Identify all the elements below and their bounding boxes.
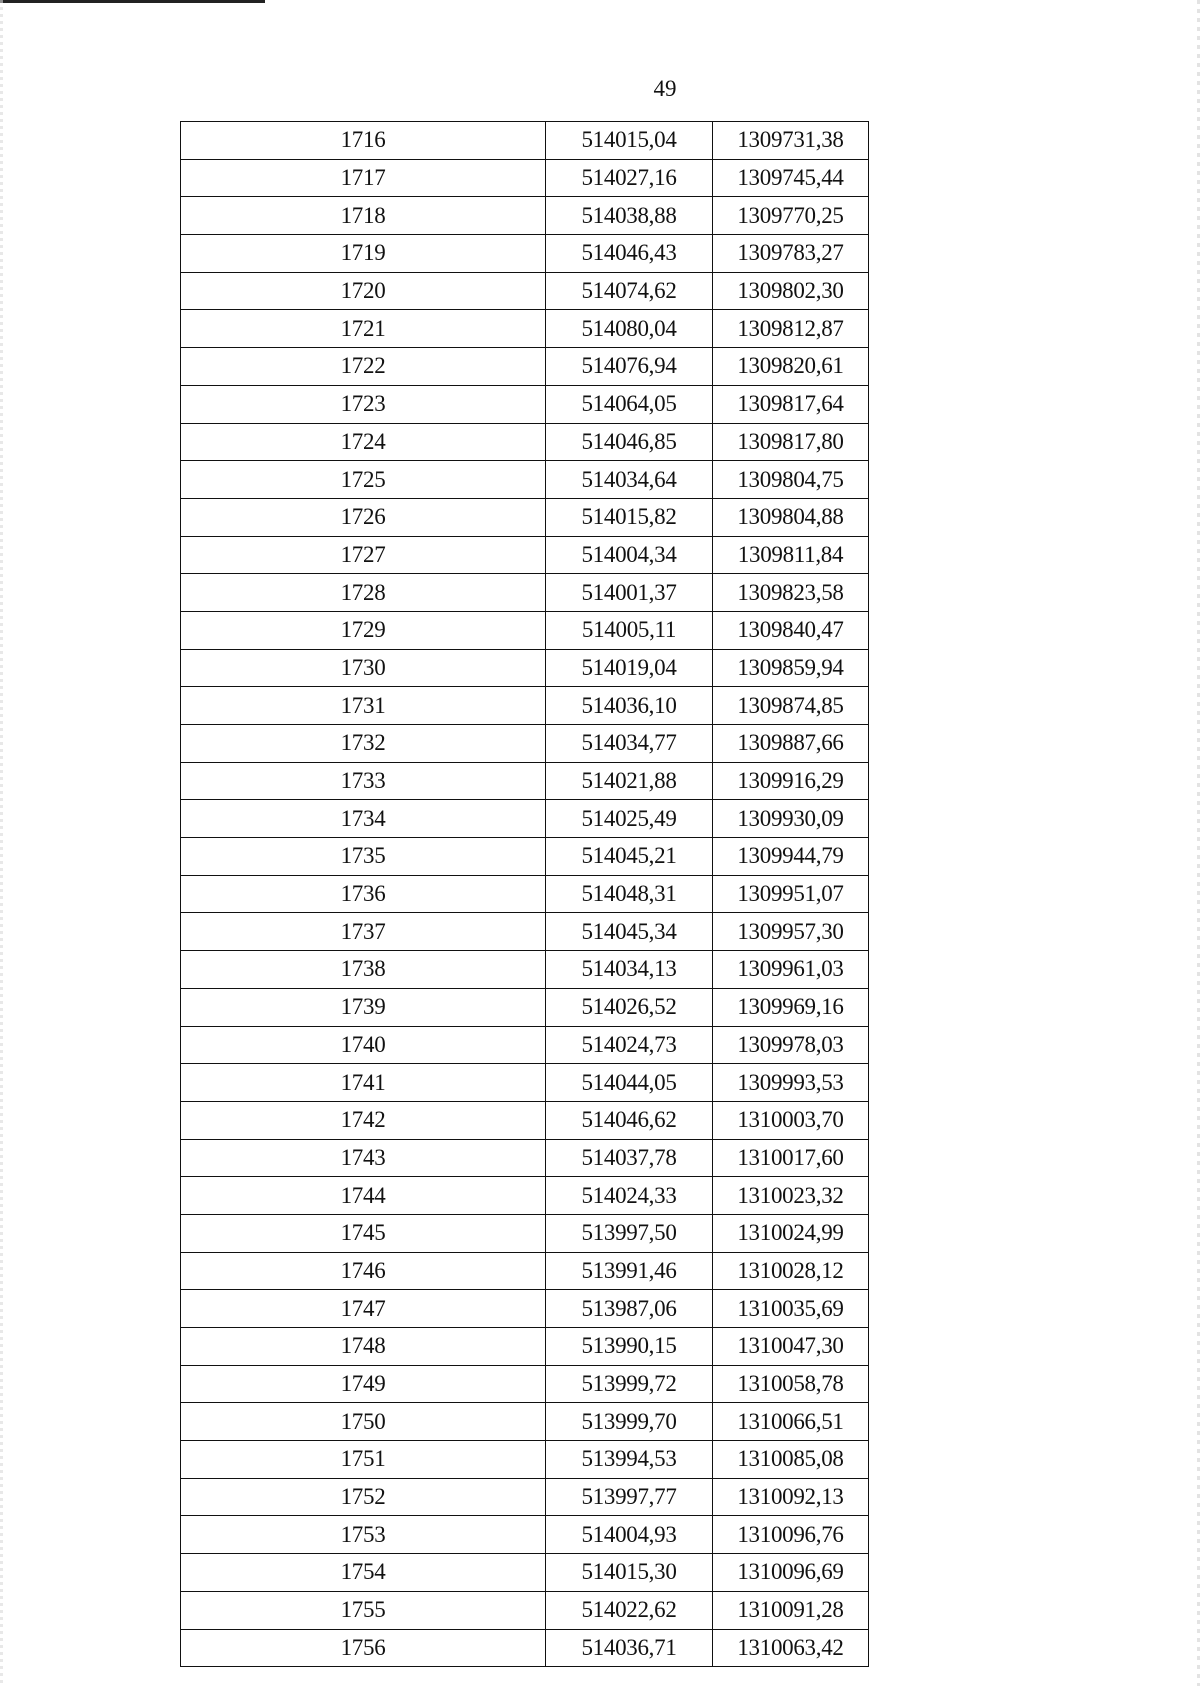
x-coordinate-cell: 514048,31 [546,875,713,913]
y-coordinate-cell: 1309916,29 [713,762,869,800]
y-coordinate-cell: 1310017,60 [713,1139,869,1177]
table-row [181,725,869,763]
point-number-cell: 1749 [181,1365,546,1403]
point-number-cell: 1748 [181,1328,546,1366]
x-coordinate-cell: 513994,53 [546,1441,713,1479]
point-number-cell: 1732 [181,725,546,763]
x-coordinate-cell: 513999,70 [546,1403,713,1441]
point-number-cell: 1742 [181,1101,546,1139]
table-row [181,1591,869,1629]
point-number-cell: 1731 [181,687,546,725]
table-row [181,1478,869,1516]
y-coordinate-cell: 1309817,64 [713,385,869,423]
table-row [181,611,869,649]
point-number-cell: 1738 [181,951,546,989]
table-row [181,1403,869,1441]
y-coordinate-cell: 1309812,87 [713,310,869,348]
x-coordinate-cell: 514064,05 [546,385,713,423]
point-number-cell: 1721 [181,310,546,348]
x-coordinate-cell: 514025,49 [546,800,713,838]
x-coordinate-cell: 514022,62 [546,1591,713,1629]
y-coordinate-cell: 1309978,03 [713,1026,869,1064]
y-coordinate-cell: 1309969,16 [713,988,869,1026]
point-number-cell: 1716 [181,122,546,160]
x-coordinate-cell: 514045,21 [546,838,713,876]
point-number-cell: 1754 [181,1554,546,1592]
y-coordinate-cell: 1310023,32 [713,1177,869,1215]
table-row [181,1101,869,1139]
y-coordinate-cell: 1309951,07 [713,875,869,913]
x-coordinate-cell: 514015,82 [546,498,713,536]
table-row [181,687,869,725]
x-coordinate-cell: 514038,88 [546,197,713,235]
table-row [181,1629,869,1667]
table-row [181,1064,869,1102]
table-row [181,1554,869,1592]
y-coordinate-cell: 1310047,30 [713,1328,869,1366]
table-row [181,1214,869,1252]
table-row [181,272,869,310]
point-number-cell: 1734 [181,800,546,838]
table-row [181,951,869,989]
table-row [181,762,869,800]
x-coordinate-cell: 513997,50 [546,1214,713,1252]
y-coordinate-cell: 1310091,28 [713,1591,869,1629]
y-coordinate-cell: 1310028,12 [713,1252,869,1290]
point-number-cell: 1755 [181,1591,546,1629]
coordinates-table-body [181,122,869,1667]
x-coordinate-cell: 513997,77 [546,1478,713,1516]
point-number-cell: 1744 [181,1177,546,1215]
table-row [181,1026,869,1064]
point-number-cell: 1753 [181,1516,546,1554]
table-row [181,385,869,423]
table-row [181,498,869,536]
table-row [181,800,869,838]
point-number-cell: 1737 [181,913,546,951]
y-coordinate-cell: 1309944,79 [713,838,869,876]
point-number-cell: 1740 [181,1026,546,1064]
table-row [181,1328,869,1366]
x-coordinate-cell: 514001,37 [546,574,713,612]
table-row [181,913,869,951]
y-coordinate-cell: 1310085,08 [713,1441,869,1479]
coordinates-table [180,121,869,1667]
y-coordinate-cell: 1309745,44 [713,159,869,197]
x-coordinate-cell: 514015,04 [546,122,713,160]
table-row [181,1365,869,1403]
table-row [181,1290,869,1328]
y-coordinate-cell: 1309840,47 [713,611,869,649]
point-number-cell: 1751 [181,1441,546,1479]
x-coordinate-cell: 514024,73 [546,1026,713,1064]
x-coordinate-cell: 514037,78 [546,1139,713,1177]
y-coordinate-cell: 1310058,78 [713,1365,869,1403]
point-number-cell: 1746 [181,1252,546,1290]
point-number-cell: 1720 [181,272,546,310]
x-coordinate-cell: 514046,62 [546,1101,713,1139]
table-row [181,423,869,461]
x-coordinate-cell: 514005,11 [546,611,713,649]
table-row [181,461,869,499]
x-coordinate-cell: 514074,62 [546,272,713,310]
point-number-cell: 1724 [181,423,546,461]
point-number-cell: 1730 [181,649,546,687]
table-row [181,1516,869,1554]
table-row [181,197,869,235]
table-row [181,1139,869,1177]
point-number-cell: 1722 [181,348,546,386]
table-row [181,235,869,273]
point-number-cell: 1717 [181,159,546,197]
table-row [181,838,869,876]
x-coordinate-cell: 513991,46 [546,1252,713,1290]
y-coordinate-cell: 1310092,13 [713,1478,869,1516]
point-number-cell: 1733 [181,762,546,800]
point-number-cell: 1735 [181,838,546,876]
scan-edge-left [0,0,3,1686]
x-coordinate-cell: 514026,52 [546,988,713,1026]
point-number-cell: 1725 [181,461,546,499]
x-coordinate-cell: 514036,10 [546,687,713,725]
table-row [181,1177,869,1215]
x-coordinate-cell: 514004,34 [546,536,713,574]
point-number-cell: 1750 [181,1403,546,1441]
point-number-cell: 1718 [181,197,546,235]
x-coordinate-cell: 514019,04 [546,649,713,687]
table-row [181,1441,869,1479]
point-number-cell: 1739 [181,988,546,1026]
y-coordinate-cell: 1309820,61 [713,348,869,386]
point-number-cell: 1719 [181,235,546,273]
table-row [181,875,869,913]
point-number-cell: 1752 [181,1478,546,1516]
table-row [181,649,869,687]
y-coordinate-cell: 1309930,09 [713,800,869,838]
y-coordinate-cell: 1310096,69 [713,1554,869,1592]
table-row [181,310,869,348]
x-coordinate-cell: 514045,34 [546,913,713,951]
table-row [181,536,869,574]
y-coordinate-cell: 1309961,03 [713,951,869,989]
y-coordinate-cell: 1310024,99 [713,1214,869,1252]
y-coordinate-cell: 1309804,75 [713,461,869,499]
point-number-cell: 1741 [181,1064,546,1102]
y-coordinate-cell: 1309802,30 [713,272,869,310]
y-coordinate-cell: 1309804,88 [713,498,869,536]
table-row [181,988,869,1026]
x-coordinate-cell: 513999,72 [546,1365,713,1403]
x-coordinate-cell: 514034,64 [546,461,713,499]
x-coordinate-cell: 514034,77 [546,725,713,763]
y-coordinate-cell: 1309783,27 [713,235,869,273]
x-coordinate-cell: 514021,88 [546,762,713,800]
point-number-cell: 1736 [181,875,546,913]
y-coordinate-cell: 1309823,58 [713,574,869,612]
x-coordinate-cell: 514046,85 [546,423,713,461]
y-coordinate-cell: 1309817,80 [713,423,869,461]
point-number-cell: 1726 [181,498,546,536]
point-number-cell: 1747 [181,1290,546,1328]
x-coordinate-cell: 514015,30 [546,1554,713,1592]
x-coordinate-cell: 514024,33 [546,1177,713,1215]
y-coordinate-cell: 1309993,53 [713,1064,869,1102]
x-coordinate-cell: 514044,05 [546,1064,713,1102]
x-coordinate-cell: 514076,94 [546,348,713,386]
y-coordinate-cell: 1309731,38 [713,122,869,160]
y-coordinate-cell: 1310035,69 [713,1290,869,1328]
point-number-cell: 1728 [181,574,546,612]
table-row [181,1252,869,1290]
table-row [181,574,869,612]
x-coordinate-cell: 514034,13 [546,951,713,989]
x-coordinate-cell: 514004,93 [546,1516,713,1554]
x-coordinate-cell: 514027,16 [546,159,713,197]
point-number-cell: 1745 [181,1214,546,1252]
table-row [181,159,869,197]
y-coordinate-cell: 1309887,66 [713,725,869,763]
y-coordinate-cell: 1310066,51 [713,1403,869,1441]
point-number-cell: 1723 [181,385,546,423]
x-coordinate-cell: 513987,06 [546,1290,713,1328]
x-coordinate-cell: 514046,43 [546,235,713,273]
y-coordinate-cell: 1309874,85 [713,687,869,725]
y-coordinate-cell: 1310003,70 [713,1101,869,1139]
x-coordinate-cell: 514036,71 [546,1629,713,1667]
y-coordinate-cell: 1310063,42 [713,1629,869,1667]
y-coordinate-cell: 1309811,84 [713,536,869,574]
y-coordinate-cell: 1310096,76 [713,1516,869,1554]
table-row [181,122,869,160]
top-rule [0,0,265,3]
point-number-cell: 1729 [181,611,546,649]
table-row [181,348,869,386]
y-coordinate-cell: 1309770,25 [713,197,869,235]
x-coordinate-cell: 513990,15 [546,1328,713,1366]
point-number-cell: 1756 [181,1629,546,1667]
y-coordinate-cell: 1309859,94 [713,649,869,687]
x-coordinate-cell: 514080,04 [546,310,713,348]
point-number-cell: 1727 [181,536,546,574]
page-number: 49 [653,76,677,101]
y-coordinate-cell: 1309957,30 [713,913,869,951]
point-number-cell: 1743 [181,1139,546,1177]
